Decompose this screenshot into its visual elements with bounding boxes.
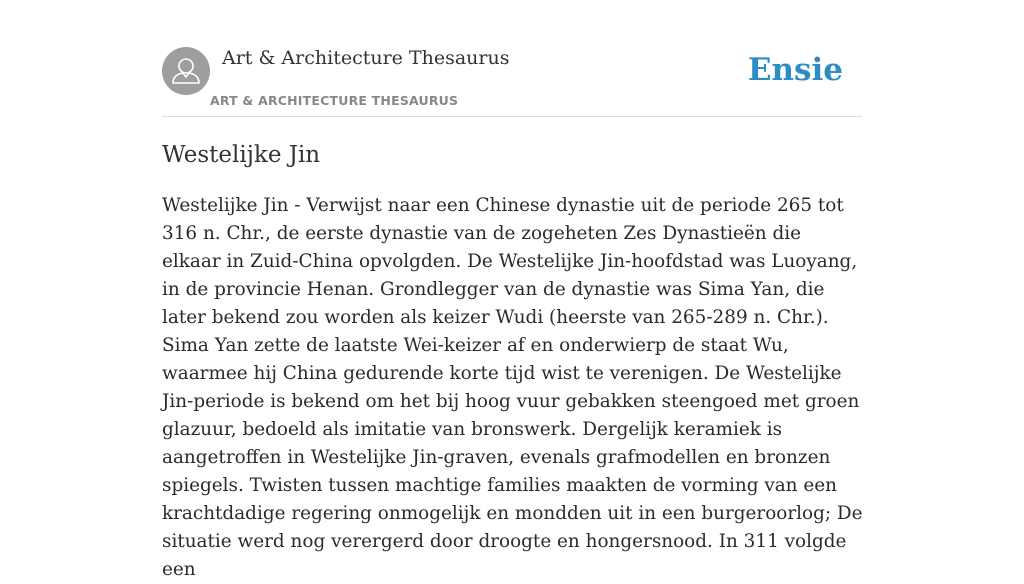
- user-icon: [162, 47, 210, 95]
- source-header: [162, 46, 862, 117]
- avatar[interactable]: [162, 47, 210, 95]
- source-subtitle: ART & ARCHITECTURE THESAURUS: [210, 93, 459, 108]
- article-body: Westelijke Jin - Verwijst naar een Chinese dynastie uit de periode 265 tot 316 n. Chr., de eerste dynastie van de zogeheten Zes Dynastieën die elkaar in Zuid-China opvolgden. De Westelijke Jin-hoofdstad was Luoyang, in de provincie Henan. Grondlegger van de dynastie was Sima Yan, die later bekend zou worden als keizer Wudi (heerste van 265-289 n. Chr.). Sima Yan zette de laatste Wei-keizer af en onderwierp de staat Wu, waarmee hij China gedurende korte tijd wist te verenigen. De Westelijke Jin-periode is bekend om het bij hoog vuur gebakken steengoed met groen glazuur, bedoeld als imitatie van bronswerk. Dergelijk keramiek is aangetroffen in Westelijke Jin-graven, evenals grafmodellen en bronzen spiegels. Twisten tussen machtige families maakten de vorming van een krachtdadige regering onmogelijk en mondden uit in een burgeroorlog; De situatie werd nog verergerd door droogte en hongersnood. In 311 volgde een: [162, 195, 863, 580]
- source-title[interactable]: Art & Architecture Thesaurus: [222, 47, 510, 69]
- brand-logo[interactable]: Ensie: [747, 52, 843, 88]
- article-title: Westelijke Jin: [162, 142, 321, 168]
